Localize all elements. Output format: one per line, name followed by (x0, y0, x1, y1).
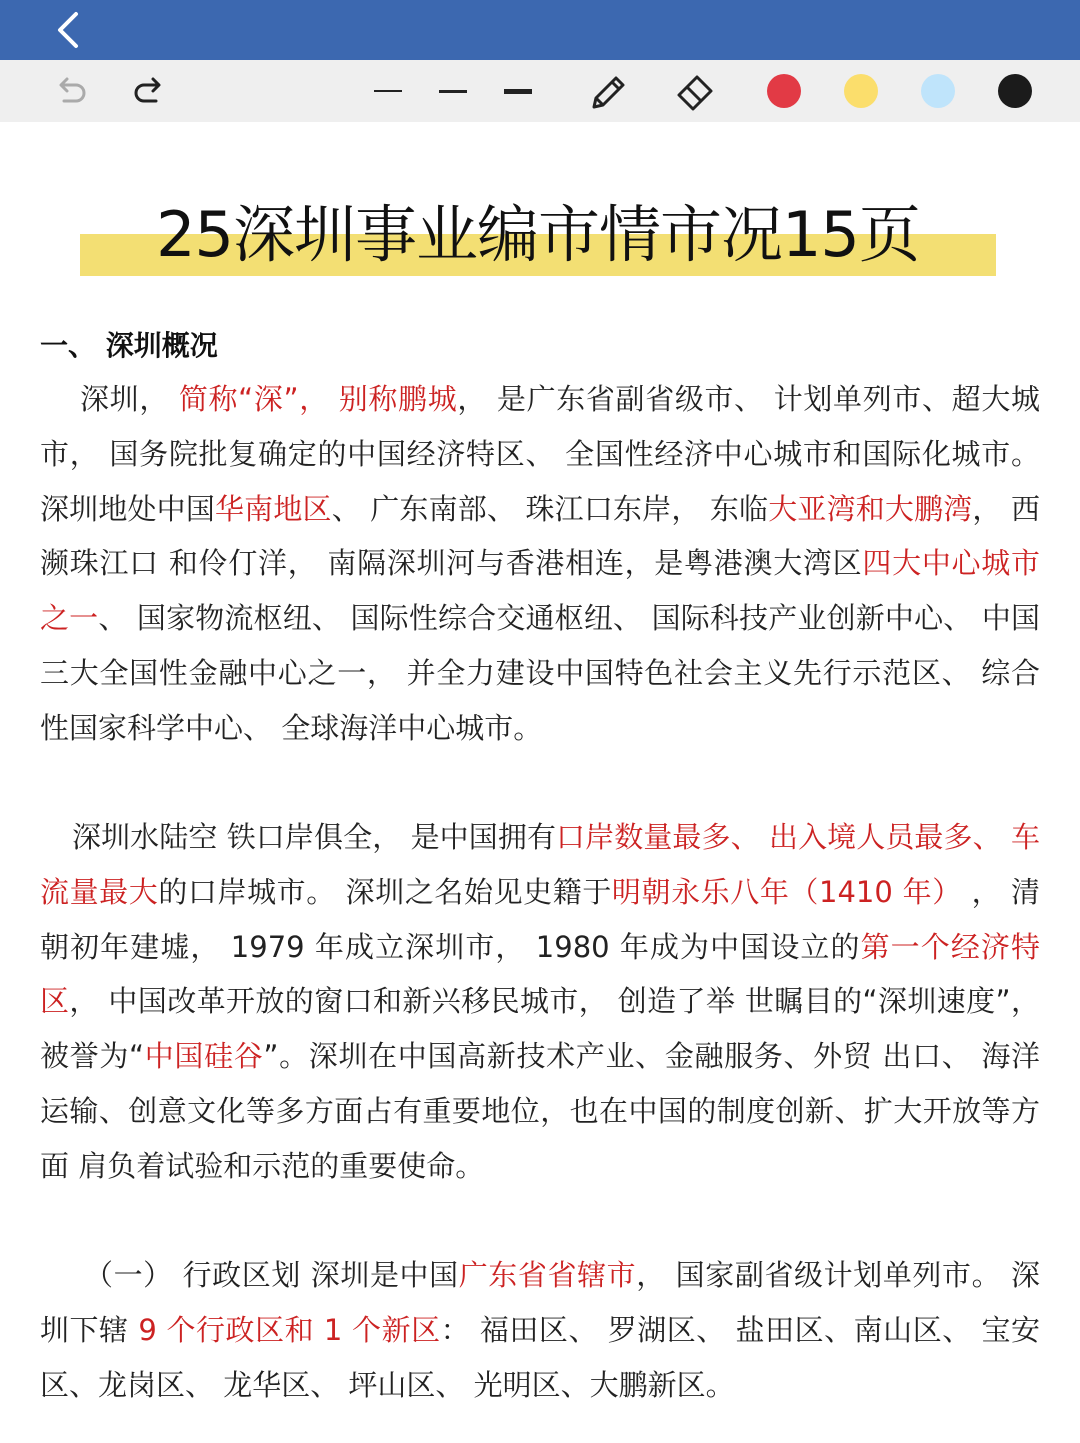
top-navigation-bar (0, 0, 1080, 60)
color-light-blue-swatch[interactable] (916, 69, 960, 113)
highlighted-text: 明朝永乐八年（1410 年） (611, 874, 962, 909)
light-blue-dot (921, 74, 955, 108)
annotation-toolbar (0, 60, 1080, 122)
body-text: （一） 行政区划 深圳是中国 (84, 1258, 459, 1292)
medium-stroke-icon[interactable] (431, 69, 475, 113)
red-dot (767, 74, 801, 108)
body-text: 深圳水陆空 铁口岸俱全， 是中国拥有 (72, 820, 557, 854)
highlighted-text: 大亚湾和大鹏湾 (768, 491, 973, 526)
paragraph-administration (40, 1248, 1040, 1412)
highlighted-text: 第一个经济特区 (40, 929, 1040, 1019)
color-red-swatch[interactable] (762, 69, 806, 113)
body-text: ： 福田区、 罗湖区、 盐田区、南山区、 宝安区、龙岗区、 龙华区、 坪山区、 光明区、大鹏新区。 (40, 1312, 1041, 1402)
body-text: ， 是广东省副省级市、 计划单列市、超大城市， 国务院批复确定的中国经济特区、 全国性经济中心城市和国际化城市。 深圳地处中国 (40, 382, 1040, 526)
highlighted-text: 广东省省辖市 (458, 1258, 637, 1292)
undo-icon[interactable] (48, 69, 92, 113)
body-text: ， 西濒珠江口 和伶仃洋， 南隔深圳河与香港相连，是粤港澳大湾区 (40, 491, 1040, 581)
thin-stroke-icon[interactable] (366, 69, 410, 113)
color-black-swatch[interactable] (993, 69, 1037, 113)
back-arrow-icon[interactable] (48, 8, 92, 52)
redo-icon[interactable] (128, 69, 172, 113)
title-block (80, 192, 996, 278)
yellow-dot (844, 74, 878, 108)
document-page (0, 122, 1080, 1443)
body-text: 深圳， (80, 382, 179, 416)
paragraph-history (40, 810, 1040, 1194)
highlighted-text: 口岸数量最多、 出入境人员最多、 车流量最大 (40, 820, 1041, 909)
black-dot (998, 74, 1032, 108)
highlighted-text: 9 个行政区和 1 个新区 (138, 1312, 441, 1347)
section-heading: 一、 深圳概况 (40, 329, 218, 362)
body-text: ”。深圳在中国高新技术产业、金融服务、外贸 出口、 海洋运输、创意文化等多方面占有重要地位，也在中国的制度创新、扩大开放等方面 肩负着试验和示范的重要使命。 (40, 1039, 1040, 1183)
highlighted-text: 中国硅谷 (144, 1039, 264, 1074)
pencil-icon[interactable] (586, 69, 630, 113)
color-yellow-swatch[interactable] (839, 69, 883, 113)
body-text: 的口岸城市。 深圳之名始见史籍于 (158, 874, 612, 909)
eraser-icon[interactable] (673, 69, 717, 113)
paragraph-overview (40, 372, 1040, 756)
body-text: ， 中国改革开放的窗口和新兴移民城市， 创造了举 世瞩目的“深圳速度”， 被誉为“ (40, 984, 1040, 1074)
body-text: ， 清朝初年建墟， 1979 年成立深圳市， 1980 年成为中国设立的 (40, 874, 1040, 964)
body-text: ， 国家副省级计划单列市。 深圳下辖 (40, 1258, 1040, 1347)
body-text: 、 国家物流枢纽、 国际性综合交通枢纽、 国际科技产业创新中心、 中国三大全国性金融中心之一， 并全力建设中国特色社会主义先行示范区、 综合性国家科学中心、 全球海洋中心城市。 (40, 601, 1040, 745)
highlighted-text: 四大中心城市之一 (40, 546, 1040, 636)
body-text: 、 广东南部、 珠江口东岸， 东临 (331, 491, 769, 526)
highlighted-text: 简称“深”， 别称鹏城 (178, 382, 458, 416)
highlighted-text: 华南地区 (215, 491, 332, 526)
document-title: 25深圳事业编市情市况15页 (156, 198, 920, 271)
thick-stroke-icon[interactable] (496, 69, 540, 113)
